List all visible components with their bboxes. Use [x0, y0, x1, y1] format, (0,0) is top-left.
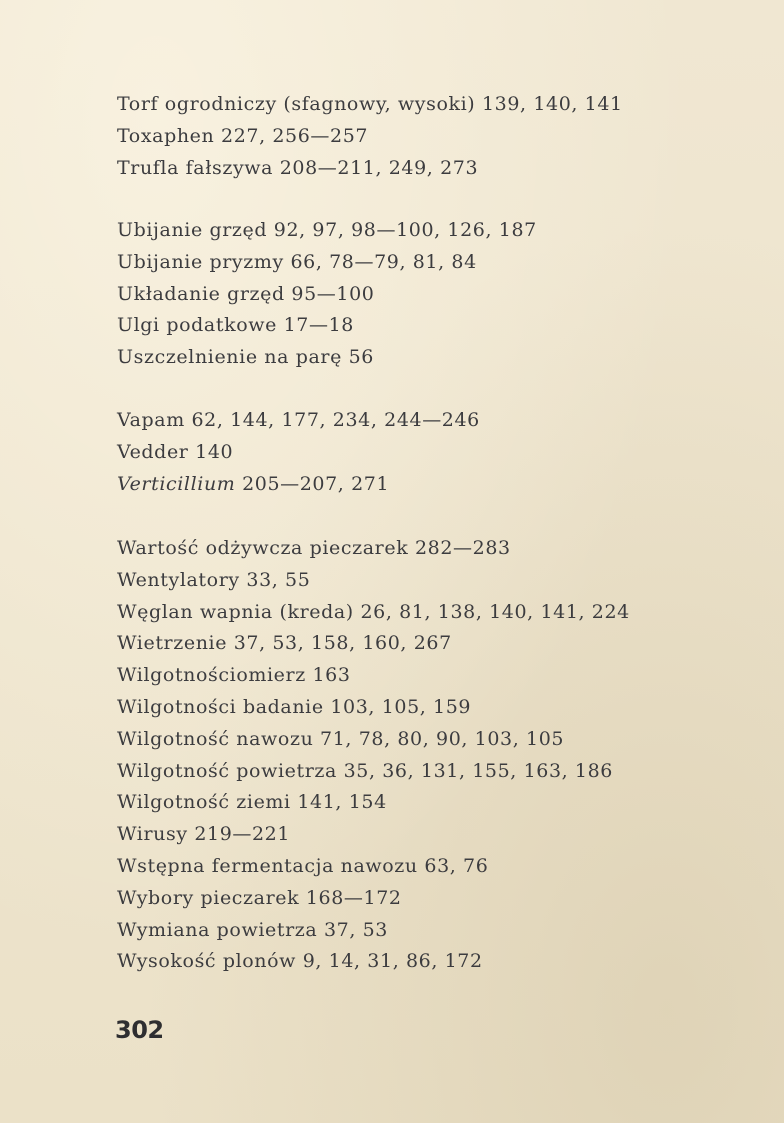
index-page-refs: 163 [312, 664, 351, 687]
index-page-refs: 35, 36, 131, 155, 163, 186 [343, 759, 613, 782]
index-entry [117, 787, 630, 819]
index-entry [117, 310, 537, 342]
index-term: Ulgi podatkowe [117, 314, 277, 337]
index-entry [117, 692, 630, 724]
index-entry [117, 946, 630, 978]
index-entry [117, 342, 537, 374]
index-entry [117, 628, 630, 660]
index-entry [117, 405, 480, 437]
index-term: Torf ogrodniczy (sfagnowy, wysoki) [117, 93, 476, 115]
index-entry [117, 915, 630, 947]
index-entry [117, 437, 480, 469]
index-page-refs: 139, 140, 141 [481, 93, 623, 115]
index-term: Wilgotnościomierz [117, 664, 306, 687]
index-entry [117, 247, 537, 279]
index-entry [117, 819, 630, 851]
index-page-refs: 62, 144, 177, 234, 244—246 [191, 409, 480, 431]
index-term: Wybory pieczarek [117, 886, 300, 909]
index-term: Toxaphen [117, 124, 215, 147]
index-entry [117, 724, 630, 756]
index-page-refs: 26, 81, 138, 140, 141, 224 [360, 600, 630, 623]
index-term: Wirusy [117, 823, 188, 846]
index-entry [117, 279, 537, 311]
index-page-refs: 219—221 [194, 823, 291, 846]
index-term: Wilgotność nawozu [117, 727, 314, 750]
index-page-refs: 95—100 [291, 282, 375, 305]
index-section-w [117, 533, 630, 978]
page-number: 302 [115, 1016, 164, 1044]
index-term: Ubijanie grzęd [117, 219, 268, 241]
index-term: Wysokość plonów [117, 950, 297, 973]
index-page-refs: 37, 53 [323, 918, 388, 941]
index-page-refs: 33, 55 [246, 568, 311, 591]
index-term: Węglan wapnia (kreda) [117, 600, 354, 623]
index-term: Vapam [117, 409, 185, 431]
index-entry [117, 89, 623, 121]
index-term: Uszczelnienie na parę [117, 346, 342, 369]
index-entry [117, 153, 623, 185]
index-term: Wentylatory [117, 568, 240, 591]
index-term: Trufla fałszywa [117, 156, 274, 179]
index-term: Vedder [117, 440, 189, 463]
index-term: Wstępna fermentacja nawozu [117, 854, 418, 877]
index-entry [117, 883, 630, 915]
index-term: Układanie grzęd [117, 282, 285, 305]
index-entry [117, 533, 630, 565]
index-page-refs: 17—18 [283, 314, 354, 337]
index-term: Wilgotności badanie [117, 695, 324, 718]
index-page-refs: 208—211, 249, 273 [279, 156, 479, 179]
index-page-refs: 141, 154 [297, 791, 387, 814]
index-term: Wilgotność ziemi [117, 791, 291, 814]
index-page-refs: 66, 78—79, 81, 84 [290, 250, 477, 273]
index-page-refs: 103, 105, 159 [330, 695, 472, 718]
index-page-refs: 37, 53, 158, 160, 267 [233, 632, 452, 655]
index-page-refs: 71, 78, 80, 90, 103, 105 [320, 727, 565, 750]
index-page-refs: 227, 256—257 [221, 124, 369, 147]
index-entry [117, 215, 537, 247]
index-term: Verticillium [117, 472, 236, 495]
index-page-refs: 56 [348, 346, 374, 369]
index-page-refs: 282—283 [414, 537, 511, 559]
index-entry [117, 565, 630, 597]
index-entry [117, 469, 480, 501]
index-term: Wymiana powietrza [117, 918, 318, 941]
index-page-refs: 205—207, 271 [242, 472, 390, 495]
index-section-t [117, 89, 623, 184]
index-entry [117, 851, 630, 883]
index-entry [117, 756, 630, 788]
index-page-refs: 92, 97, 98—100, 126, 187 [273, 219, 537, 241]
index-term: Wietrzenie [117, 632, 228, 655]
index-term: Wilgotność powietrza [117, 759, 337, 782]
index-page-refs: 63, 76 [424, 854, 489, 877]
index-term: Ubijanie pryzmy [117, 250, 284, 273]
index-section-v [117, 405, 480, 500]
index-page-refs: 140 [195, 440, 234, 463]
index-section-u [117, 215, 537, 374]
index-term: Wartość odżywcza pieczarek [117, 537, 409, 559]
index-entry [117, 660, 630, 692]
index-entry [117, 597, 630, 629]
index-page-refs: 168—172 [305, 886, 402, 909]
index-entry [117, 121, 623, 153]
index-page-refs: 9, 14, 31, 86, 172 [302, 950, 483, 973]
